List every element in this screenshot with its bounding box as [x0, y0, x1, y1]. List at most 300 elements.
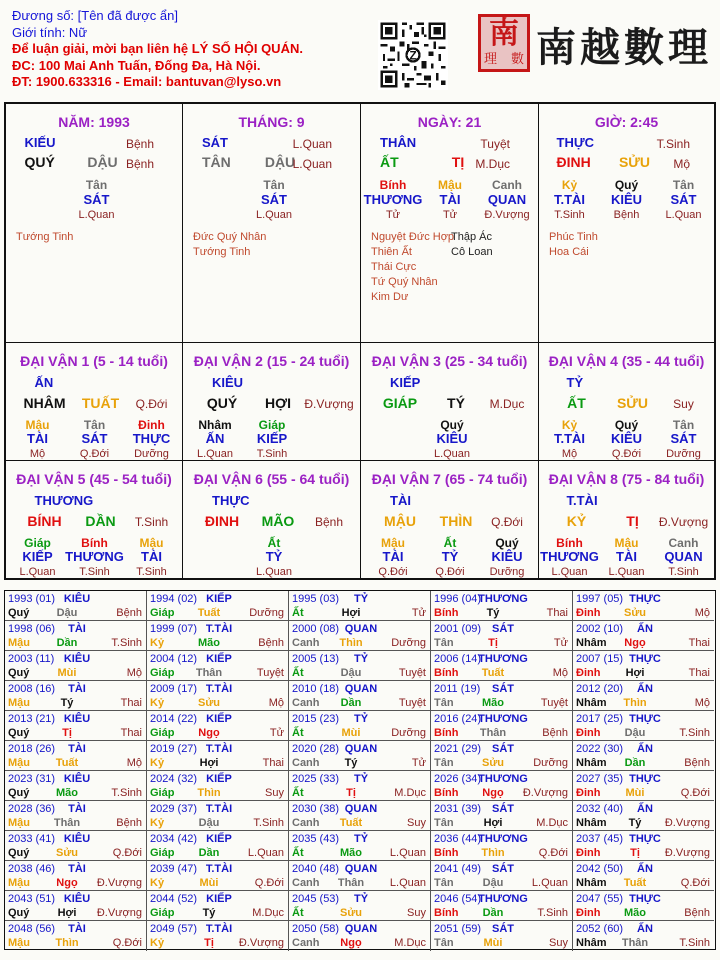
year-chi: Mùi — [199, 877, 219, 889]
daivan-hidden-god: KIÊU — [491, 549, 523, 564]
year-can: Kỷ — [150, 697, 165, 709]
year-can: Canh — [292, 937, 320, 949]
hidden-status: L.Quan — [665, 209, 702, 221]
year-god: QUAN — [344, 863, 378, 875]
year-god: THỰC — [629, 773, 661, 785]
year-god: THỰC — [629, 833, 661, 845]
year-can: Giáp — [150, 727, 175, 739]
year-cell — [573, 891, 714, 921]
year-chi: Thìn — [339, 637, 363, 649]
year-label: 2003 (11) — [8, 653, 55, 665]
year-chi: Dậu — [56, 607, 78, 619]
year-can: Quý — [8, 667, 30, 679]
year-cell — [5, 741, 147, 771]
year-can: Đinh — [576, 727, 601, 739]
pillar-star: Thái Cực — [371, 261, 417, 273]
year-chi: Dần — [340, 697, 362, 709]
hidden-god: SÁT — [261, 192, 287, 207]
daivan-hidden-status: L.Quan — [608, 566, 645, 578]
year-chi: Sửu — [197, 697, 221, 709]
daivan-status: T.Sinh — [134, 515, 169, 529]
daivan-hidden-status: Q.Đới — [79, 448, 110, 460]
year-can: Bính — [434, 847, 459, 859]
year-can: Giáp — [150, 847, 175, 859]
year-label: 2004 (12) — [150, 653, 198, 665]
daivan-can: ĐINH — [204, 513, 240, 529]
year-status: Dưỡng — [391, 727, 426, 739]
daivan-title: ĐẠI VẬN 6 (55 - 64 tuổi) — [193, 471, 350, 487]
pillar-can-status: Tuyệt — [480, 137, 510, 151]
year-god: TỶ — [353, 833, 369, 845]
year-label: 2002 (10) — [576, 623, 624, 635]
daivan-can: ẤT — [567, 395, 586, 411]
year-can: Tân — [434, 817, 454, 829]
year-god: ẤN — [637, 803, 653, 815]
year-label: 2027 (35) — [576, 773, 624, 785]
year-god: SÁT — [492, 863, 514, 875]
year-cell — [5, 801, 147, 831]
year-status: Đ.Vượng — [664, 817, 710, 829]
year-god: QUAN — [344, 803, 378, 815]
year-cell — [5, 861, 147, 891]
year-can: Bính — [434, 787, 459, 799]
daivan-hidden-status: L.Quan — [551, 566, 588, 578]
year-status: Bệnh — [542, 727, 568, 739]
daivan-hidden-can: Bính — [556, 536, 583, 550]
year-can: Ất — [292, 787, 304, 799]
year-status: Bệnh — [116, 817, 142, 829]
year-chi: Tý — [344, 757, 358, 769]
year-god: THỰC — [629, 593, 661, 605]
daivan-hidden-can: Canh — [668, 536, 699, 550]
year-cell — [5, 681, 147, 711]
year-cell — [147, 681, 289, 711]
daivan-can: QUÝ — [206, 395, 238, 411]
owner-name: Đương số: [Tên đã được ẩn] — [12, 8, 178, 23]
year-god: ẤN — [637, 623, 653, 635]
daivan-status: Bệnh — [314, 515, 344, 529]
year-chi: Mão — [56, 787, 78, 799]
daivan-hidden-status: L.Quan — [255, 566, 293, 578]
year-status: M.Dục — [394, 937, 426, 949]
year-status: Dưỡng — [533, 757, 568, 769]
year-chi: Mão — [198, 637, 220, 649]
year-status: T.Sinh — [253, 817, 284, 829]
pillar-chi: DẬU — [87, 154, 118, 170]
daivan-hidden-status: Mộ — [561, 448, 578, 460]
year-label: 2006 (14) — [434, 653, 482, 665]
year-cell — [147, 591, 289, 621]
seal-top-char: 南 — [489, 16, 519, 51]
year-chi: Tuất — [339, 817, 363, 829]
year-chi: Thân — [53, 817, 81, 829]
year-label: 2015 (23) — [292, 713, 340, 725]
year-label: 1999 (07) — [150, 623, 198, 635]
year-god: THỰC — [629, 653, 661, 665]
daivan-hidden-god: TỶ — [265, 549, 283, 564]
year-god: ẤN — [637, 743, 653, 755]
year-chi: Dậu — [198, 817, 220, 829]
year-god: THƯƠNG — [478, 653, 528, 665]
year-chi: Dần — [482, 907, 504, 919]
hidden-status: L.Quan — [255, 209, 293, 221]
year-chi: Ngọ — [340, 937, 362, 949]
year-can: Kỷ — [150, 937, 165, 949]
year-label: 2022 (30) — [576, 743, 624, 755]
year-god: THƯƠNG — [478, 593, 528, 605]
year-god: KIẾP — [206, 773, 232, 785]
daivan-hidden-status: L.Quan — [19, 566, 56, 578]
year-cell — [5, 891, 147, 921]
daivan-god: TỶ — [566, 375, 584, 390]
daivan-chi: TÝ — [447, 395, 465, 411]
daivan-status: M.Dục — [489, 397, 525, 411]
hidden-can: Mậu — [438, 178, 462, 192]
year-cell — [431, 711, 573, 741]
year-can: Tân — [434, 937, 454, 949]
year-chi: Mùi — [341, 727, 361, 739]
daivan-hidden-god: TÀI — [382, 549, 404, 564]
year-can: Kỷ — [150, 757, 165, 769]
hidden-status: T.Sinh — [554, 209, 585, 221]
daivan-cell — [539, 343, 714, 461]
daivan-hidden-can: Bính — [81, 536, 108, 550]
daivan-hidden-god: T.TÀI — [553, 431, 586, 446]
daivan-status: Q.Đới — [491, 515, 523, 529]
pillar-title: NGÀY: 21 — [417, 114, 482, 130]
year-can: Mậu — [8, 937, 30, 949]
year-can: Mậu — [8, 697, 30, 709]
year-god: TÀI — [68, 803, 86, 815]
daivan-god: KIẾP — [390, 375, 421, 390]
year-god: T.TÀI — [205, 623, 233, 635]
hidden-can: Canh — [492, 178, 522, 192]
year-god: KIÊU — [63, 593, 91, 605]
daivan-hidden-status: Q.Đới — [378, 566, 408, 578]
pillar-star: Tứ Quý Nhân — [371, 276, 438, 288]
year-can: Tân — [434, 697, 454, 709]
daivan-hidden-status: T.Sinh — [256, 448, 288, 460]
year-status: Tử — [269, 727, 284, 739]
year-chi: Tý — [486, 607, 500, 619]
year-god: SÁT — [492, 683, 514, 695]
brand-logo — [478, 12, 714, 76]
year-cell — [147, 621, 289, 651]
daivan-hidden-can: Ất — [443, 536, 457, 550]
daivan-hidden-can: Giáp — [258, 418, 286, 432]
daivan-hidden-god: SÁT — [670, 431, 697, 446]
pillar-cell — [6, 104, 183, 343]
year-chi: Hợi — [57, 907, 77, 919]
year-can: Canh — [292, 637, 320, 649]
year-chi: Sửu — [623, 607, 647, 619]
daivan-title: ĐẠI VẬN 5 (45 - 54 tuổi) — [16, 471, 172, 487]
year-chi: Tý — [60, 697, 74, 709]
year-label: 2023 (31) — [8, 773, 56, 785]
year-can: Kỷ — [150, 877, 165, 889]
year-can: Kỷ — [150, 817, 165, 829]
pillar-star-secondary: Thập Ác — [451, 231, 492, 243]
pillar-star: Đức Quý Nhân — [193, 231, 267, 243]
daivan-status: Q.Đới — [135, 397, 168, 411]
daivan-hidden-can: Tân — [83, 418, 106, 432]
year-cell — [147, 801, 289, 831]
year-label: 2008 (16) — [8, 683, 56, 695]
year-god: SÁT — [492, 623, 514, 635]
year-label: 2012 (20) — [576, 683, 624, 695]
year-chi: Sửu — [55, 847, 79, 859]
year-cell — [147, 861, 289, 891]
year-can: Giáp — [150, 907, 175, 919]
year-chi: Thìn — [481, 847, 505, 859]
pillar-chi: DẬU — [264, 154, 296, 170]
daivan-hidden-can: Quý — [614, 418, 639, 432]
daivan-hidden-god: TÀI — [141, 549, 162, 564]
year-chi: Thìn — [623, 697, 647, 709]
year-can: Tân — [434, 637, 454, 649]
year-cell — [289, 831, 431, 861]
chart-grid — [4, 102, 716, 580]
year-can: Bính — [434, 667, 459, 679]
year-label: 2010 (18) — [292, 683, 340, 695]
daivan-hidden-god: KIẾP — [256, 431, 288, 446]
year-status: Thai — [546, 607, 568, 619]
year-god: THƯƠNG — [478, 833, 528, 845]
daivan-cell — [361, 461, 539, 580]
year-can: Nhâm — [576, 877, 607, 889]
phone-email[interactable]: ĐT: 1900.633316 - Email: bantuvan@lyso.vn — [12, 74, 282, 89]
year-god: T.TÀI — [205, 803, 233, 815]
year-label: 2040 (48) — [292, 863, 340, 875]
year-can: Bính — [434, 607, 459, 619]
year-status: T.Sinh — [679, 727, 710, 739]
year-status: Q.Đới — [112, 847, 142, 859]
hidden-god: THƯƠNG — [363, 192, 423, 207]
year-label: 2000 (08) — [292, 623, 340, 635]
year-chi: Dậu — [340, 667, 362, 679]
year-can: Bính — [434, 907, 459, 919]
year-label: 2043 (51) — [8, 893, 56, 905]
year-status: Mộ — [126, 667, 142, 679]
daivan-hidden-can: Mậu — [614, 536, 639, 550]
daivan-cell — [361, 343, 539, 461]
year-cell — [5, 651, 147, 681]
daivan-hidden-can: Quý — [440, 418, 464, 432]
year-can: Kỷ — [150, 637, 165, 649]
year-status: T.Sinh — [111, 637, 142, 649]
year-god: TỶ — [353, 653, 369, 665]
address: ĐC: 100 Mai Anh Tuấn, Đống Đa, Hà Nội. — [12, 57, 261, 73]
year-can: Ất — [292, 667, 304, 679]
year-label: 2049 (57) — [150, 923, 198, 935]
year-cell — [431, 831, 573, 861]
pillar-title: NĂM: 1993 — [58, 114, 130, 130]
year-cell — [573, 591, 714, 621]
year-cell — [289, 681, 431, 711]
pillar-star: Phúc Tinh — [549, 231, 598, 243]
daivan-hidden-status: T.Sinh — [79, 566, 110, 578]
daivan-chi: THÌN — [439, 513, 473, 529]
hidden-status: Bệnh — [613, 209, 640, 221]
year-chi: Thìn — [55, 937, 79, 949]
hidden-can: Kỷ — [561, 178, 578, 192]
year-label: 1995 (03) — [292, 593, 340, 605]
year-status: Thai — [120, 727, 142, 739]
pillar-can-status: Bệnh — [125, 137, 154, 151]
year-status: Mộ — [694, 697, 710, 709]
year-label: 2051 (59) — [434, 923, 482, 935]
year-chi: Mùi — [57, 667, 77, 679]
year-chi: Hợi — [199, 757, 219, 769]
year-chi: Thân — [479, 727, 507, 739]
year-god: THỰC — [629, 713, 661, 725]
year-chi: Mão — [340, 847, 362, 859]
year-label: 2035 (43) — [292, 833, 340, 845]
daivan-title: ĐẠI VẬN 2 (15 - 24 tuổi) — [193, 353, 350, 369]
year-label: 2009 (17) — [150, 683, 198, 695]
hidden-can: Tân — [85, 178, 108, 192]
year-label: 1998 (06) — [8, 623, 56, 635]
daivan-hidden-god: THỰC — [132, 431, 171, 446]
daivan-hidden-god: KIÊU — [610, 431, 643, 446]
year-god: KIẾP — [206, 593, 232, 605]
pillar-can: ẤT — [380, 154, 399, 170]
pillar-title: GIỜ: 2:45 — [594, 114, 659, 130]
year-cell — [147, 771, 289, 801]
year-god: KIẾP — [206, 893, 232, 905]
daivan-status: Suy — [673, 397, 694, 411]
year-can: Nhâm — [576, 817, 607, 829]
year-can: Quý — [8, 727, 30, 739]
daivan-hidden-god: ẤN — [205, 431, 225, 446]
year-cell — [289, 621, 431, 651]
year-status: M.Dục — [394, 787, 426, 799]
year-god: T.TÀI — [205, 683, 233, 695]
year-cell — [289, 741, 431, 771]
year-status: Đ.Vượng — [96, 907, 142, 919]
year-god: KIÊU — [63, 773, 91, 785]
year-chi: Ngọ — [624, 637, 646, 649]
gender: Giới tính: Nữ — [12, 24, 88, 40]
year-god: ẤN — [637, 863, 653, 875]
year-status: Tuyệt — [398, 697, 426, 709]
hidden-can: Tân — [672, 178, 695, 192]
pillar-cell — [539, 104, 714, 343]
year-can: Nhâm — [576, 757, 607, 769]
year-cell — [573, 771, 714, 801]
year-god: KIẾP — [206, 653, 232, 665]
year-status: Q.Đới — [680, 787, 710, 799]
year-cell — [147, 891, 289, 921]
year-can: Giáp — [150, 667, 175, 679]
hidden-god: T.TÀI — [553, 192, 586, 207]
year-god: TÀI — [68, 683, 86, 695]
year-status: Bệnh — [684, 907, 710, 919]
year-chi: Tuất — [481, 667, 505, 679]
year-cell — [431, 741, 573, 771]
year-cell — [573, 651, 714, 681]
year-label: 2028 (36) — [8, 803, 56, 815]
year-cell — [5, 711, 147, 741]
daivan-god: T.TÀI — [566, 493, 598, 508]
year-can: Mậu — [8, 817, 30, 829]
year-status: Đ.Vượng — [664, 847, 710, 859]
year-god: QUAN — [344, 923, 378, 935]
daivan-hidden-status: L.Quan — [433, 448, 471, 460]
daivan-can: NHÂM — [23, 395, 66, 411]
year-status: Tuyệt — [540, 697, 568, 709]
year-label: 2017 (25) — [576, 713, 624, 725]
hidden-can: Bính — [379, 178, 407, 192]
daivan-hidden-status: Q.Đới — [611, 448, 642, 460]
year-cell — [431, 771, 573, 801]
daivan-hidden-god: TÀI — [27, 431, 48, 446]
daivan-hidden-can: Mậu — [381, 536, 405, 550]
year-chi: Tý — [628, 817, 642, 829]
year-status: Q.Đới — [254, 877, 284, 889]
year-cell — [289, 861, 431, 891]
daivan-can: KỶ — [566, 513, 587, 529]
year-cell — [573, 621, 714, 651]
year-label: 2024 (32) — [150, 773, 198, 785]
pillar-star: Tướng Tinh — [16, 231, 74, 243]
year-can: Đinh — [576, 907, 601, 919]
year-cell — [573, 801, 714, 831]
year-label: 2031 (39) — [434, 803, 482, 815]
year-can: Ất — [292, 607, 304, 619]
year-god: TỶ — [353, 773, 369, 785]
pillar-chi-status: Bệnh — [125, 157, 154, 171]
pillar-chi-status: Mộ — [673, 157, 690, 171]
year-god: KIẾP — [206, 833, 232, 845]
hidden-can: Tân — [263, 178, 285, 192]
daivan-hidden-can: Mậu — [139, 536, 164, 550]
year-status: Suy — [549, 937, 568, 949]
year-label: 2018 (26) — [8, 743, 56, 755]
year-can: Bính — [434, 727, 459, 739]
hidden-god: TÀI — [439, 192, 461, 207]
daivan-title: ĐẠI VẬN 1 (5 - 14 tuổi) — [20, 353, 168, 369]
year-chi: Sửu — [339, 907, 363, 919]
hidden-god: SÁT — [83, 192, 110, 207]
year-chi: Thân — [195, 667, 223, 679]
year-can: Ất — [292, 847, 304, 859]
year-can: Quý — [8, 847, 30, 859]
pillar-chi: SỬU — [618, 154, 651, 170]
year-cell — [289, 651, 431, 681]
year-cell — [147, 741, 289, 771]
daivan-hidden-god: TÀI — [616, 549, 637, 564]
hidden-status: Tử — [385, 209, 401, 221]
daivan-god: THƯƠNG — [34, 493, 94, 508]
year-chi: Dần — [624, 757, 646, 769]
qr-code-icon[interactable] — [378, 20, 448, 90]
year-status: Mộ — [268, 697, 284, 709]
year-status: T.Sinh — [111, 787, 142, 799]
pillar-title: THÁNG: 9 — [238, 114, 305, 130]
daivan-chi: HỢI — [265, 395, 291, 411]
pillar-can: TÂN — [202, 154, 231, 170]
year-label: 2020 (28) — [292, 743, 340, 755]
pillar-chi-status: M.Dục — [475, 157, 510, 171]
year-status: Tử — [411, 757, 426, 769]
year-can: Canh — [292, 877, 320, 889]
year-label: 2045 (53) — [292, 893, 340, 905]
year-label: 2030 (38) — [292, 803, 340, 815]
year-label: 2032 (40) — [576, 803, 624, 815]
pillar-chi: TỊ — [451, 154, 465, 170]
year-label: 2042 (50) — [576, 863, 624, 875]
